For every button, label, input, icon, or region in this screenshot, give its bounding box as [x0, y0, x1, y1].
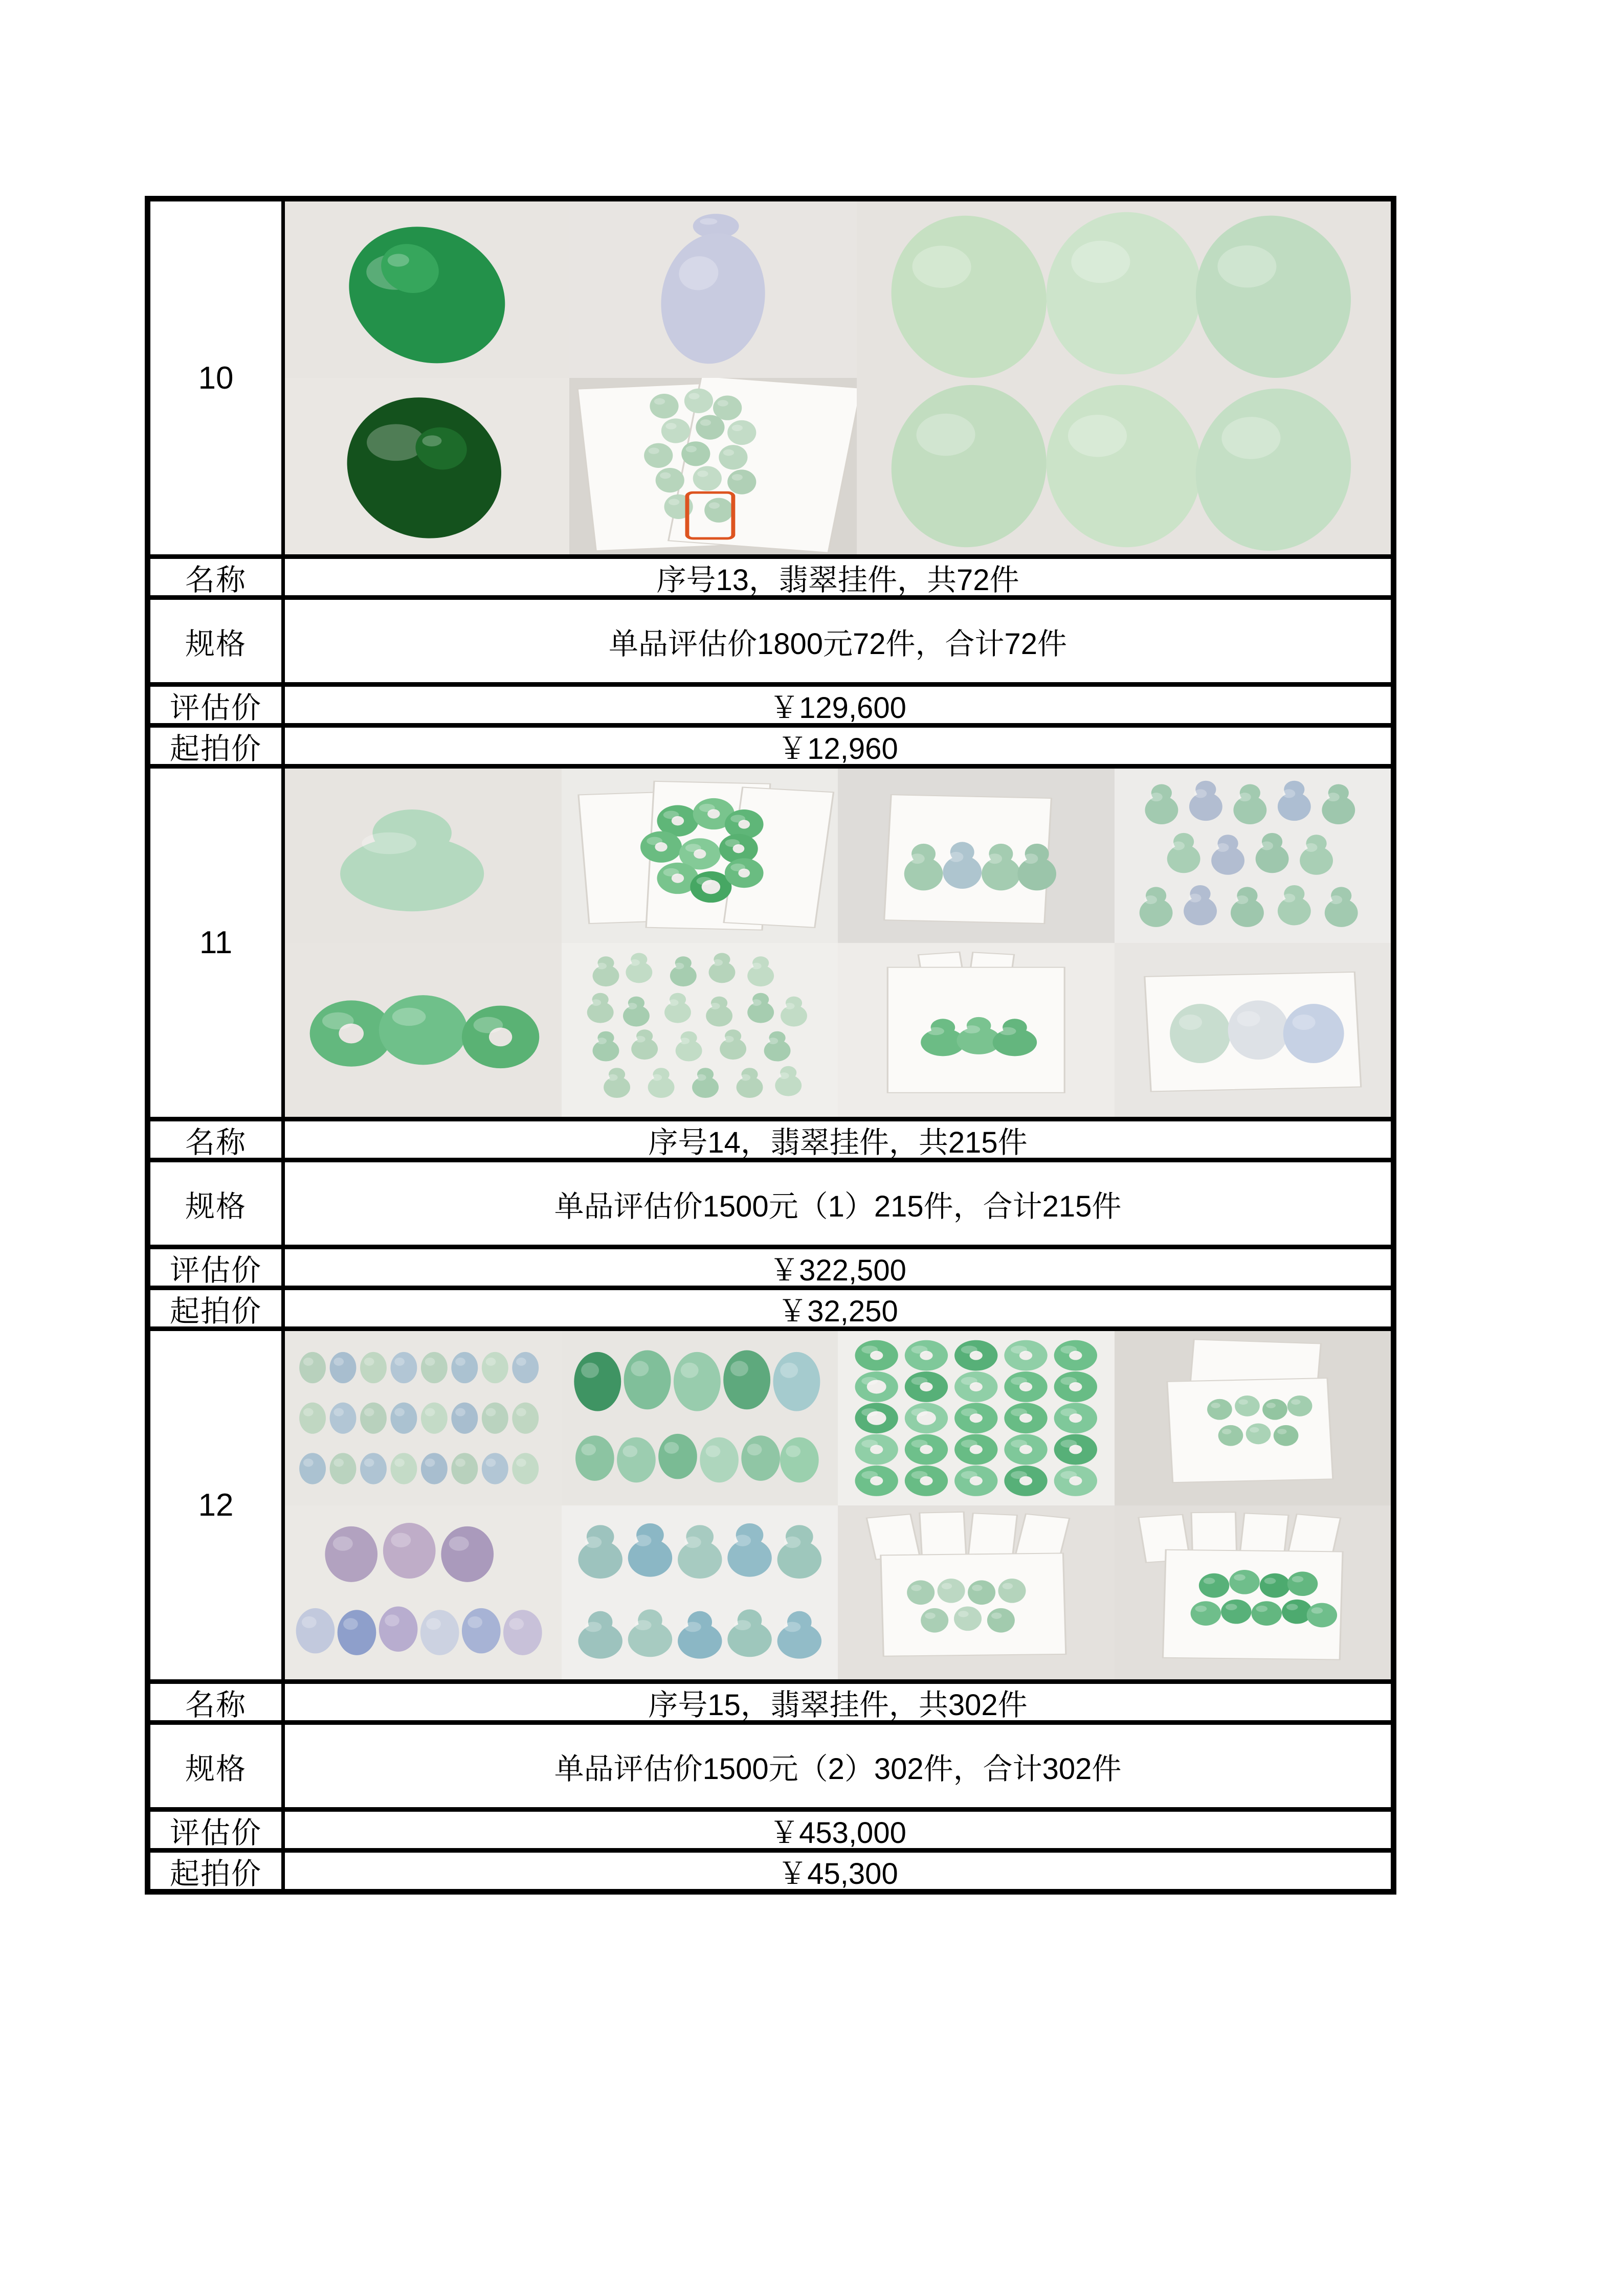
- item-number-cell: [150, 769, 285, 1117]
- photo-tile: [838, 769, 1115, 943]
- row-label-start: 起拍价: [150, 1290, 285, 1326]
- photo-tile: [285, 1505, 562, 1680]
- item-number-cell: [150, 1331, 285, 1679]
- photo-tile: [285, 378, 569, 554]
- photo-tile: [1115, 1331, 1391, 1505]
- catalog-item-11: [150, 764, 1391, 1326]
- catalog-item-12: [150, 1326, 1391, 1889]
- item-number-cell: [150, 201, 285, 554]
- row-label-spec: 规格: [150, 1162, 285, 1245]
- row-label-appraisal: 评估价: [150, 1812, 285, 1848]
- item-name-row: [150, 1117, 1391, 1158]
- row-label-name: 名称: [150, 1684, 285, 1720]
- item-appraisal-value: ￥129,600: [285, 687, 1391, 723]
- item-photo-row: [150, 1326, 1391, 1679]
- item-number: 10: [198, 360, 234, 396]
- item-appraisal-value: ￥322,500: [285, 1249, 1391, 1286]
- item-start-price-row: [150, 723, 1391, 764]
- item-spec-value: 单品评估价1500元（2）302件，合计302件: [285, 1725, 1391, 1807]
- item-spec-row: [150, 1158, 1391, 1245]
- item-photo-strip: [285, 769, 1391, 1117]
- photo-tile: [569, 201, 857, 378]
- row-label-spec: 规格: [150, 600, 285, 682]
- photo-tile: [285, 1331, 562, 1505]
- item-start-price-value: ￥12,960: [285, 728, 1391, 764]
- photo-tile: [1115, 769, 1391, 943]
- item-spec-row: [150, 1720, 1391, 1807]
- item-name-value: 序号14，翡翠挂件，共215件: [285, 1121, 1391, 1158]
- item-appraisal-row: [150, 1807, 1391, 1848]
- photo-tile: [285, 201, 569, 378]
- photo-tile: [562, 943, 838, 1117]
- row-label-appraisal: 评估价: [150, 687, 285, 723]
- item-photo-row: [150, 201, 1391, 554]
- photo-tile: [838, 1331, 1115, 1505]
- item-photo-strip: [285, 1331, 1391, 1679]
- photo-tile: [569, 378, 857, 554]
- photo-tile: [838, 1505, 1115, 1680]
- item-name-value: 序号15，翡翠挂件，共302件: [285, 1684, 1391, 1720]
- catalog-item-10: [150, 201, 1391, 764]
- item-start-price-value: ￥45,300: [285, 1853, 1391, 1889]
- item-start-price-row: [150, 1286, 1391, 1326]
- item-photo-row: [150, 764, 1391, 1117]
- item-number: 11: [199, 925, 233, 960]
- item-number: 12: [198, 1488, 234, 1523]
- photo-tile: [562, 1505, 838, 1680]
- photo-tile: [1115, 943, 1391, 1117]
- item-appraisal-row: [150, 1245, 1391, 1286]
- photo-tile: [1115, 1505, 1391, 1680]
- photo-tile: [838, 943, 1115, 1117]
- item-name-value: 序号13，翡翠挂件，共72件: [285, 559, 1391, 595]
- item-appraisal-value: ￥453,000: [285, 1812, 1391, 1848]
- item-start-price-row: [150, 1848, 1391, 1889]
- row-label-start: 起拍价: [150, 728, 285, 764]
- photo-tile: [562, 769, 838, 943]
- item-spec-value: 单品评估价1800元72件，合计72件: [285, 600, 1391, 682]
- item-appraisal-row: [150, 682, 1391, 723]
- row-label-appraisal: 评估价: [150, 1249, 285, 1286]
- row-label-name: 名称: [150, 559, 285, 595]
- row-label-spec: 规格: [150, 1725, 285, 1807]
- photo-tile: [562, 1331, 838, 1505]
- row-label-start: 起拍价: [150, 1853, 285, 1889]
- photo-tile: [285, 943, 562, 1117]
- item-spec-value: 单品评估价1500元（1）215件，合计215件: [285, 1162, 1391, 1245]
- item-start-price-value: ￥32,250: [285, 1290, 1391, 1326]
- photo-tile: [857, 201, 1391, 554]
- auction-catalog-table: [145, 196, 1396, 1895]
- photo-tile: [285, 769, 562, 943]
- row-label-name: 名称: [150, 1121, 285, 1158]
- item-name-row: [150, 1679, 1391, 1720]
- item-photo-strip: [285, 201, 1391, 554]
- item-name-row: [150, 554, 1391, 595]
- item-spec-row: [150, 595, 1391, 682]
